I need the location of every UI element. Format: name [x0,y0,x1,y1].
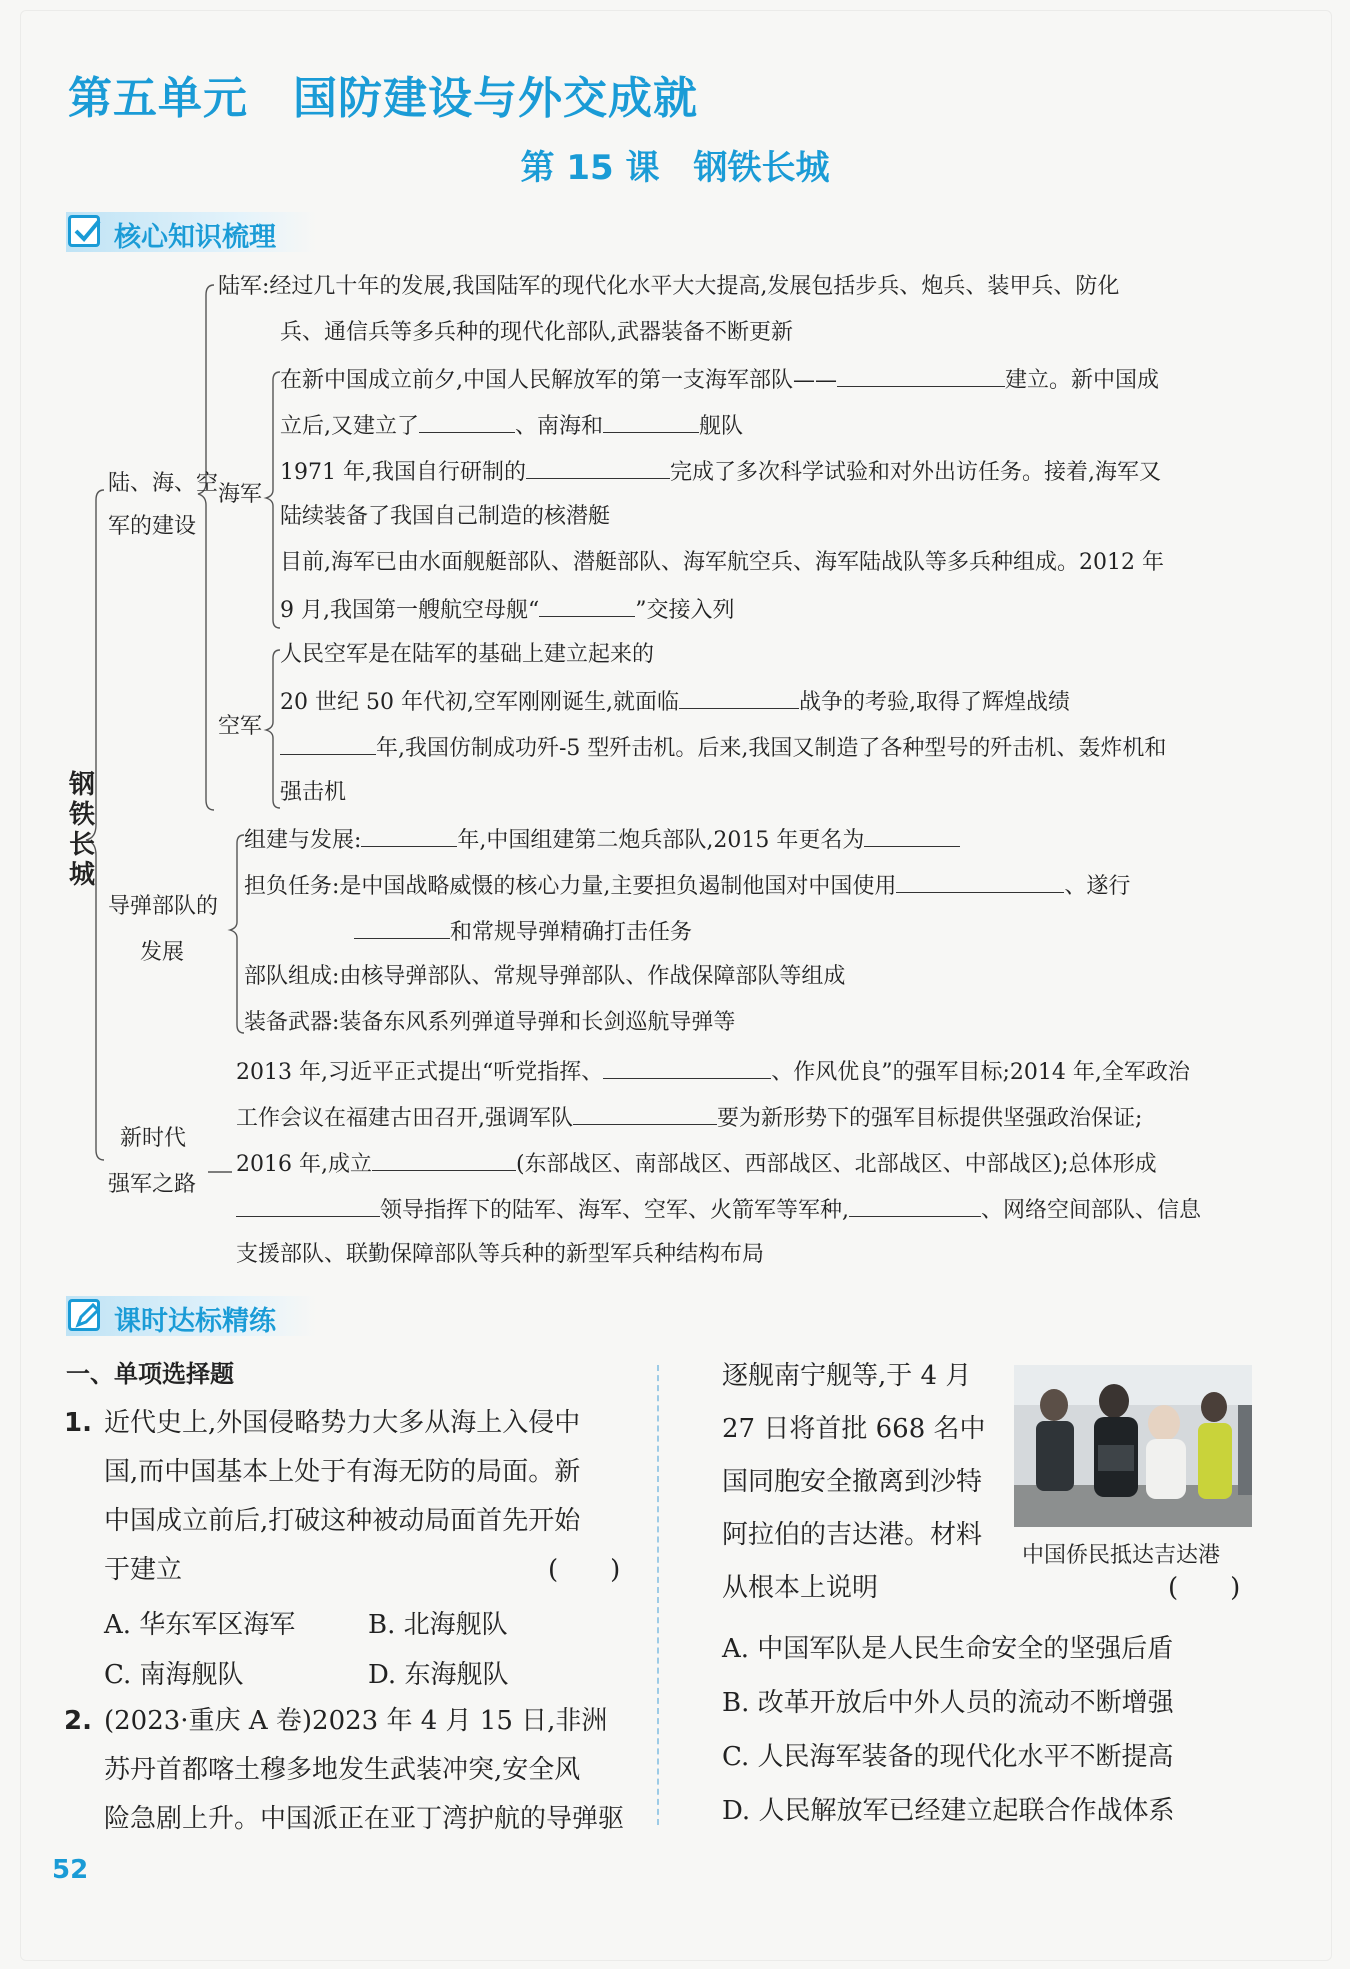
q1-option-b[interactable]: B. 北海舰队 [368,1610,508,1640]
q2-answer-paren[interactable]: ( ) [1168,1573,1241,1603]
blank [573,1102,717,1125]
column-divider [657,1365,659,1825]
text: 9 月,我国第一艘航空母舰“ [280,598,540,623]
q1-answer-paren[interactable]: ( ) [548,1555,621,1585]
missile-line2 [244,870,1130,902]
airforce-line2 [280,686,1070,718]
text: 2013 年,习近平正式提出“听党指挥、 [236,1060,604,1085]
root-label: 钢 铁 长 城 [68,770,95,890]
army-line2: 兵、通信兵等多兵种的现代化部队,武器装备不断更新 [280,320,793,345]
navy-label: 海军 [218,482,263,507]
army-line1: 陆军:经过几十年的发展,我国陆军的现代化水平大大提高,发展包括步兵、炮兵、装甲兵、防化 [218,274,1120,299]
navy-line1 [280,364,1159,396]
text: 战争的考验,取得了辉煌战绩 [798,690,1070,715]
blank [354,916,450,939]
q2-line8: 从根本上说明 [722,1573,879,1603]
newera-line2 [236,1102,1142,1134]
q2-line2: 苏丹首都喀土穆多地发生武装冲突,安全风 [104,1755,581,1785]
lesson-title: 第 15 课 钢铁长城 [520,148,830,188]
blank [603,410,699,433]
newera-line4 [236,1194,1201,1226]
text: 、遂行 [1064,874,1131,899]
text: 要为新形势下的强军目标提供坚强政治保证; [717,1106,1143,1131]
text: 工作会议在福建古田召开,强调军队 [236,1106,573,1131]
unit-title: 第五单元 国防建设与外交成就 [68,73,698,124]
part-heading: 一、单项选择题 [66,1360,234,1388]
blank [864,824,960,847]
blank [361,824,457,847]
blank [837,364,1005,387]
text: 舰队 [699,414,744,439]
evacuation-photo [1014,1365,1252,1527]
blank [419,410,515,433]
q1-option-d[interactable]: D. 东海舰队 [368,1660,509,1690]
airforce-line4: 强击机 [280,780,347,805]
branch1-label-line1: 陆、海、空 [108,471,219,496]
blank [539,594,635,617]
text: 担负任务:是中国战略威慑的核心力量,主要担负遏制他国对中国使用 [244,874,897,899]
question-2-number: 2. [64,1706,92,1736]
blank [280,732,376,755]
text: 、网络空间部队、信息 [981,1198,1202,1223]
newera-line1 [236,1056,1190,1088]
text: 年,我国仿制成功歼-5 型歼击机。后来,我国又制造了各种型号的歼击机、轰炸机和 [376,736,1167,761]
section-title: 核心知识梳理 [114,222,276,253]
text: 2016 年,成立 [236,1152,372,1177]
airforce-line1: 人民空军是在陆军的基础上建立起来的 [280,642,655,667]
blank [372,1148,516,1171]
missile-line5: 装备武器:装备东风系列弹道导弹和长剑巡航导弹等 [244,1010,736,1035]
q2-line4: 逐舰南宁舰等,于 4 月 [722,1361,972,1391]
text: (东部战区、南部战区、西部战区、北部战区、中部战区);总体形成 [515,1152,1157,1177]
text: 在新中国成立前夕,中国人民解放军的第一支海军部队—— [280,368,837,393]
section-header-practice [66,1296,316,1336]
q2-line7: 阿拉伯的吉达港。材料 [722,1520,983,1550]
branch2-label-line2: 发展 [140,940,185,965]
airforce-label: 空军 [218,714,263,739]
section-title: 课时达标精练 [114,1306,276,1337]
text: 和常规导弹精确打击任务 [450,920,693,945]
q2-option-b[interactable]: B. 改革开放后中外人员的流动不断增强 [722,1688,1174,1718]
photo-caption: 中国侨民抵达吉达港 [1022,1543,1221,1568]
text: 20 世纪 50 年代初,空军刚刚诞生,就面临 [280,690,679,715]
text: 组建与发展: [244,828,362,853]
q1-line2: 国,而中国基本上处于有海无防的局面。新 [104,1457,581,1487]
blank [236,1194,380,1217]
q1-option-a[interactable]: A. 华东军区海军 [104,1610,296,1640]
branch3-label-line2: 强军之路 [108,1172,197,1197]
text: 完成了多次科学试验和对外出访任务。接着,海军又 [669,460,1161,485]
text: 1971 年,我国自行研制的 [280,460,526,485]
branch1-label-line2: 军的建设 [108,514,197,539]
q2-line1: (2023·重庆 A 卷)2023 年 4 月 15 日,非洲 [104,1706,608,1736]
blank [849,1194,981,1217]
question-1-number: 1. [64,1408,92,1438]
blank [603,1056,771,1079]
q1-option-c[interactable]: C. 南海舰队 [104,1660,244,1690]
q2-option-d[interactable]: D. 人民解放军已经建立起联合作战体系 [722,1796,1175,1826]
branch2-label-line1: 导弹部队的 [108,894,219,919]
newera-line5: 支援部队、联勤保障部队等兵种的新型军兵种结构布局 [236,1242,765,1267]
blank [896,870,1064,893]
blank [679,686,799,709]
page-number: 52 [52,1855,89,1885]
navy-line6 [280,594,734,626]
text: 年,中国组建第二炮兵部队,2015 年更名为 [457,828,865,853]
q2-line5: 27 日将首批 668 名中 [722,1414,986,1444]
text: ”交接入列 [635,598,735,623]
branch3-label-line1: 新时代 [120,1126,187,1151]
navy-line2 [280,410,743,442]
missile-line3 [244,916,692,948]
missile-line4: 部队组成:由核导弹部队、常规导弹部队、作战保障部队等组成 [244,964,846,989]
navy-line3 [280,456,1161,488]
navy-line5: 目前,海军已由水面舰艇部队、潜艇部队、海军航空兵、海军陆战队等多兵种组成。2012 年 [280,550,1164,575]
text: 领导指挥下的陆军、海军、空军、火箭军等军种, [380,1198,849,1223]
q1-line1: 近代史上,外国侵略势力大多从海上入侵中 [104,1408,581,1438]
text: 立后,又建立了 [280,414,419,439]
pencil-icon [68,1299,100,1331]
text: 、作风优良”的强军目标;2014 年,全军政治 [771,1060,1190,1085]
q2-option-a[interactable]: A. 中国军队是人民生命安全的坚强后盾 [722,1634,1174,1664]
navy-line4: 陆续装备了我国自己制造的核潜艇 [280,504,611,529]
q1-line4: 于建立 [104,1555,183,1585]
airforce-line3 [280,732,1166,764]
q2-option-c[interactable]: C. 人民海军装备的现代化水平不断提高 [722,1742,1174,1772]
q2-line3: 险急剧上升。中国派正在亚丁湾护航的导弹驱 [104,1804,625,1834]
text: 、南海和 [515,414,604,439]
q1-line3: 中国成立前后,打破这种被动局面首先开始 [104,1506,581,1536]
missile-line1 [244,824,960,856]
text: 建立。新中国成 [1005,368,1160,393]
q2-line6: 国同胞安全撤离到沙特 [722,1467,983,1497]
newera-line3 [236,1148,1157,1180]
blank [526,456,670,479]
